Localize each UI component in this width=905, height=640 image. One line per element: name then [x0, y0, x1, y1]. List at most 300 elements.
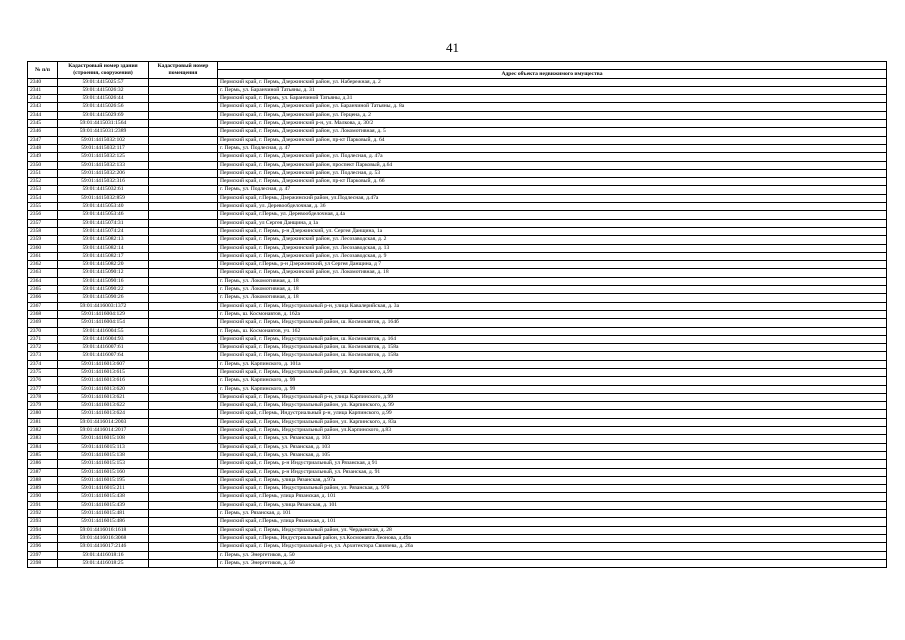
address-cell: Пермский край, г. Пермь, Дзержинский район, ул. Локомотивная, д. 5 [218, 128, 887, 136]
building-cadastral-number: 59:01:4415090:26 [58, 294, 149, 302]
row-number: 2372 [28, 344, 58, 352]
address-cell: Пермский край, г. Пермь, ул. Рязанская, д. 105 [218, 451, 887, 459]
address-cell: г. Пермь, ул. Энергетиков, д. 50 [218, 559, 887, 567]
building-cadastral-number: 59:01:4416014:2003 [58, 418, 149, 426]
room-cadastral-number [149, 203, 218, 211]
row-number: 2347 [28, 136, 58, 144]
room-cadastral-number [149, 252, 218, 260]
table-row [28, 451, 887, 459]
row-number: 2387 [28, 468, 58, 476]
header-building-cadastral: Кадастровый номер здания (строения, сооружения) [58, 62, 149, 79]
row-number: 2386 [28, 460, 58, 468]
address-cell: Пермский край, г. Пермь, Индустриальный район, ул.Карпинского, д.83 [218, 427, 887, 435]
row-number: 2395 [28, 534, 58, 542]
address-cell: Пермский край, г. Пермь, Индустриальный район, ш. Космонавтов, д. 164 [218, 335, 887, 343]
room-cadastral-number [149, 559, 218, 567]
address-cell: Пермский край, г.Пермь, р-н Дзержинский, ул Сергея Данщина, д 7 [218, 261, 887, 269]
table-row [28, 120, 887, 128]
table-row [28, 344, 887, 352]
building-cadastral-number: 59:01:4416015:439 [58, 501, 149, 509]
address-cell: Пермский край, г. Пермь, Дзержинский район, ул. Лесозаводская, д. 2 [218, 236, 887, 244]
building-cadastral-number: 59:01:4416004:55 [58, 327, 149, 335]
row-number: 2375 [28, 368, 58, 376]
room-cadastral-number [149, 136, 218, 144]
building-cadastral-number: 59:01:4415082:13 [58, 236, 149, 244]
table-row [28, 161, 887, 169]
room-cadastral-number [149, 186, 218, 194]
table-row [28, 319, 887, 327]
row-number: 2340 [28, 78, 58, 86]
header-address: Адрес объекта недвижимого имущества [218, 70, 887, 78]
building-cadastral-number: 59:01:4415053:46 [58, 211, 149, 219]
table-row [28, 327, 887, 335]
table-row [28, 352, 887, 360]
table-row [28, 86, 887, 94]
address-cell: г. Пермь, ул. Локомотивная, д. 18 [218, 286, 887, 294]
table-row [28, 385, 887, 393]
building-cadastral-number: 59:01:4415025:57 [58, 78, 149, 86]
address-cell: Пермский край, г. Пермь, Дзержинский район, ул. Герцена, д. 2 [218, 111, 887, 119]
address-cell: Пермский край, г.Пермь, Индустриальный р-н, улица Карпинского, д.99 [218, 410, 887, 418]
building-cadastral-number: 59:01:4415082:17 [58, 252, 149, 260]
row-number: 2374 [28, 360, 58, 368]
header-room-cadastral: Кадастровый номер помещения [149, 62, 218, 79]
building-cadastral-number: 59:01:4416015:438 [58, 493, 149, 501]
row-number: 2385 [28, 451, 58, 459]
building-cadastral-number: 59:01:4416003:1372 [58, 302, 149, 310]
room-cadastral-number [149, 501, 218, 509]
address-cell: Пермский край, г. Пермь, Индустриальный район, ул. Карпинского, д.99 [218, 368, 887, 376]
address-cell: Пермский край, г. Пермь, Индустриальный район, ул. Карпинского, д. 83а [218, 418, 887, 426]
room-cadastral-number [149, 128, 218, 136]
room-cadastral-number [149, 352, 218, 360]
address-cell: Пермский край, г. Пермь, Дзержинский р-н, ул. Малкова, д. 30/2 [218, 120, 887, 128]
address-cell: Пермский край, ул. Деревообделочная, д. 36 [218, 203, 887, 211]
building-cadastral-number: 59:01:4416004:129 [58, 310, 149, 318]
room-cadastral-number [149, 277, 218, 285]
address-cell: Пермский край, ул Сергея Данщина, д 1а [218, 219, 887, 227]
row-number: 2396 [28, 543, 58, 551]
building-cadastral-number: 59:01:4415053:40 [58, 203, 149, 211]
building-cadastral-number: 59:01:4415026:56 [58, 103, 149, 111]
address-cell: Пермский край, г. Пермь, Дзержинский район, ул. Баранчиной Татьяны, д. 8а [218, 103, 887, 111]
address-cell: г. Пермь, ул. Карпинского, д. 99 [218, 385, 887, 393]
address-cell: Пермский край, г.Пермь, Дзержинский район, ул.Подлесная, д.47а [218, 194, 887, 202]
table-row [28, 169, 887, 177]
row-number: 2373 [28, 352, 58, 360]
room-cadastral-number [149, 286, 218, 294]
room-cadastral-number [149, 261, 218, 269]
address-cell: г. Пермь, ул. Карпинского, д. 99 [218, 377, 887, 385]
table-body [28, 78, 887, 568]
address-cell: г. Пермь, ул. Карпинского, д. 101а [218, 360, 887, 368]
table-row [28, 203, 887, 211]
table-row [28, 410, 887, 418]
table-row [28, 559, 887, 567]
address-cell: Пермский край, г. Пермь, улица Рязанская, д. 101 [218, 501, 887, 509]
row-number: 2367 [28, 302, 58, 310]
table-row [28, 136, 887, 144]
row-number: 2388 [28, 476, 58, 484]
room-cadastral-number [149, 78, 218, 86]
table-row [28, 501, 887, 509]
address-cell: Пермский край, г. Пермь, р-н Индустриальный, ул. Рязанская, д. 91 [218, 468, 887, 476]
row-number: 2355 [28, 203, 58, 211]
building-cadastral-number: 59:01:4416007:64 [58, 352, 149, 360]
address-cell: г. Пермь, ш. Космонавтов, д. 162а [218, 310, 887, 318]
room-cadastral-number [149, 269, 218, 277]
row-number: 2353 [28, 186, 58, 194]
address-cell: Пермский край, г.Пермь, ул. Деревообделочная, д.4а [218, 211, 887, 219]
row-number: 2391 [28, 501, 58, 509]
address-cell: Пермский край, г. Пермь, улица Рязанская, д.97а [218, 476, 887, 484]
address-cell: Пермский край, г. Пермь, Дзержинский район, ул. Лесозаводская, д. 9 [218, 252, 887, 260]
room-cadastral-number [149, 327, 218, 335]
room-cadastral-number [149, 418, 218, 426]
table-row [28, 128, 887, 136]
row-number: 2389 [28, 485, 58, 493]
table-row [28, 302, 887, 310]
row-number: 2346 [28, 128, 58, 136]
address-cell: Пермский край, г. Пермь, Дзержинский район, ул. Подлесная, д. 47а [218, 153, 887, 161]
table-row [28, 368, 887, 376]
room-cadastral-number [149, 335, 218, 343]
room-cadastral-number [149, 476, 218, 484]
address-cell: Пермский край, г. Пермь, ул. Баранчиной Татьяны, д.31 [218, 95, 887, 103]
header-num: № п/п [28, 62, 58, 79]
address-cell: Пермский край, г. Пермь, Индустриальный р-н, улица Кавалерийская, д. 3а [218, 302, 887, 310]
row-number: 2349 [28, 153, 58, 161]
row-number: 2376 [28, 377, 58, 385]
address-cell: Пермский край, г. Пермь, Индустриальный р-н, улица Карпинского, д.99 [218, 393, 887, 401]
room-cadastral-number [149, 219, 218, 227]
table-row [28, 468, 887, 476]
room-cadastral-number [149, 103, 218, 111]
table-row [28, 227, 887, 235]
building-cadastral-number: 59:01:4416015:138 [58, 451, 149, 459]
room-cadastral-number [149, 169, 218, 177]
address-cell: Пермский край, г.Пермь, Индустриальный район, ул.Космонавта Леонова, д.49а [218, 534, 887, 542]
table-row [28, 178, 887, 186]
row-number: 2371 [28, 335, 58, 343]
row-number: 2350 [28, 161, 58, 169]
row-number: 2380 [28, 410, 58, 418]
building-cadastral-number: 59:01:4416013:615 [58, 368, 149, 376]
building-cadastral-number: 59:01:4415032:117 [58, 144, 149, 152]
table-row [28, 393, 887, 401]
address-cell: Пермский край, г. Пермь, Индустриальный район, ш. Космонавтов, д. 158а [218, 352, 887, 360]
table-row [28, 377, 887, 385]
building-cadastral-number: 59:01:4415032:206 [58, 169, 149, 177]
table-row [28, 510, 887, 518]
building-cadastral-number: 59:01:4415074:24 [58, 227, 149, 235]
building-cadastral-number: 59:01:4416015:211 [58, 485, 149, 493]
address-cell: Пермский край, г. Пермь, Дзержинский район, ул. Лесозаводская, д. 13 [218, 244, 887, 252]
table-row [28, 194, 887, 202]
row-number: 2360 [28, 244, 58, 252]
address-cell: г. Пермь, ш. Космонавтов, уч. 162 [218, 327, 887, 335]
address-cell: Пермский край, г. Пермь, Индустриальный район, ш. Космонавтов, д. 164б [218, 319, 887, 327]
row-number: 2383 [28, 435, 58, 443]
row-number: 2352 [28, 178, 58, 186]
building-cadastral-number: 59:01:4416004:154 [58, 319, 149, 327]
building-cadastral-number: 59:01:4416015:153 [58, 460, 149, 468]
address-cell: г. Пермь, ул. Подлесная, д. 47 [218, 186, 887, 194]
row-number: 2363 [28, 269, 58, 277]
room-cadastral-number [149, 86, 218, 94]
table-row [28, 534, 887, 542]
room-cadastral-number [149, 178, 218, 186]
room-cadastral-number [149, 368, 218, 376]
table-row [28, 269, 887, 277]
table-row [28, 443, 887, 451]
table-row [28, 526, 887, 534]
table-row [28, 286, 887, 294]
address-cell: Пермский край, г. Пермь, Индустриальный район, ш. Космонавтов, д. 158а [218, 344, 887, 352]
room-cadastral-number [149, 551, 218, 559]
room-cadastral-number [149, 227, 218, 235]
row-number: 2356 [28, 211, 58, 219]
building-cadastral-number: 59:01:4416017:2146 [58, 543, 149, 551]
room-cadastral-number [149, 435, 218, 443]
table-row [28, 310, 887, 318]
address-cell: Пермский край, г. Пермь, Дзержинский район, пр-кт Парковый, д. 64 [218, 136, 887, 144]
row-number: 2368 [28, 310, 58, 318]
room-cadastral-number [149, 194, 218, 202]
row-number: 2384 [28, 443, 58, 451]
row-number: 2341 [28, 86, 58, 94]
building-cadastral-number: 59:01:4416007:61 [58, 344, 149, 352]
building-cadastral-number: 59:01:4415074:31 [58, 219, 149, 227]
table-row [28, 427, 887, 435]
row-number: 2393 [28, 518, 58, 526]
address-cell: Пермский край, г. Пермь, Индустриальный р-н, ул. Архитектора Свиязева, д. 26а [218, 543, 887, 551]
row-number: 2345 [28, 120, 58, 128]
building-cadastral-number: 59:01:4416015:113 [58, 443, 149, 451]
building-cadastral-number: 59:01:4415032:102 [58, 136, 149, 144]
address-cell: Пермский край, г. Пермь, Индустриальный район, ул. Карпинского, д. 99 [218, 402, 887, 410]
address-cell: г. Пермь, ул. Локомотивная, д. 18 [218, 277, 887, 285]
table-row [28, 435, 887, 443]
address-cell: Пермский край, г. Пермь, ул. Рязанская, д. 103 [218, 435, 887, 443]
building-cadastral-number: 59:01:4415032:125 [58, 153, 149, 161]
table-row [28, 493, 887, 501]
address-cell: Пермский край, г. Пермь, Дзержинский район, проспект Парковый, д.64 [218, 161, 887, 169]
address-cell: Пермский край, г. Пермь, р-н Дзержинский, ул. Сергея Данщина, 1а [218, 227, 887, 235]
table-row [28, 211, 887, 219]
building-cadastral-number: 59:01:4415032:61 [58, 186, 149, 194]
address-cell: г. Пермь, ул. Рязанская, д. 101 [218, 510, 887, 518]
page-number: 41 [446, 40, 459, 55]
address-cell: Пермский край, г. Пермь, Индустриальный район, ул. Рязанская, д. 97б [218, 485, 887, 493]
row-number: 2365 [28, 286, 58, 294]
table-row [28, 219, 887, 227]
row-number: 2398 [28, 559, 58, 567]
table-row [28, 335, 887, 343]
table-row [28, 252, 887, 260]
building-cadastral-number: 59:01:4416015:195 [58, 476, 149, 484]
address-cell: Пермский край, г. Пермь, ул. Рязанская, д. 103 [218, 443, 887, 451]
row-number: 2379 [28, 402, 58, 410]
building-cadastral-number: 59:01:4416018:16 [58, 551, 149, 559]
row-number: 2397 [28, 551, 58, 559]
address-cell: г. Пермь, ул. Энергетиков, д. 50 [218, 551, 887, 559]
table-row [28, 294, 887, 302]
room-cadastral-number [149, 460, 218, 468]
address-cell: г. Пермь, ул. Локомотивная, д. 18 [218, 294, 887, 302]
table-row [28, 153, 887, 161]
building-cadastral-number: 59:01:4416013:607 [58, 360, 149, 368]
row-number: 2369 [28, 319, 58, 327]
building-cadastral-number: 59:01:4416016:3068 [58, 534, 149, 542]
building-cadastral-number: 59:01:4416014:2017 [58, 427, 149, 435]
room-cadastral-number [149, 493, 218, 501]
row-number: 2377 [28, 385, 58, 393]
row-number: 2344 [28, 111, 58, 119]
room-cadastral-number [149, 244, 218, 252]
building-cadastral-number: 59:01:4415082:20 [58, 261, 149, 269]
building-cadastral-number: 59:01:4415082:14 [58, 244, 149, 252]
building-cadastral-number: 59:01:4415026:44 [58, 95, 149, 103]
address-cell: Пермский край, г. Пермь, Дзержинский район, ул. Набережная, д. 2 [218, 78, 887, 86]
table-row [28, 518, 887, 526]
room-cadastral-number [149, 95, 218, 103]
row-number: 2361 [28, 252, 58, 260]
building-cadastral-number: 59:01:4415031:2389 [58, 128, 149, 136]
building-cadastral-number: 59:01:4415029:69 [58, 111, 149, 119]
row-number: 2394 [28, 526, 58, 534]
table-row [28, 95, 887, 103]
row-number: 2364 [28, 277, 58, 285]
room-cadastral-number [149, 344, 218, 352]
row-number: 2366 [28, 294, 58, 302]
table-row [28, 244, 887, 252]
table-row [28, 144, 887, 152]
row-number: 2342 [28, 95, 58, 103]
building-cadastral-number: 59:01:4416018:25 [58, 559, 149, 567]
room-cadastral-number [149, 385, 218, 393]
address-cell: г. Пермь, ул. Баранчиной Татьяны, д. 31 [218, 86, 887, 94]
room-cadastral-number [149, 111, 218, 119]
room-cadastral-number [149, 410, 218, 418]
table-row [28, 402, 887, 410]
room-cadastral-number [149, 393, 218, 401]
header-blank [218, 62, 887, 70]
building-cadastral-number: 59:01:4416013:624 [58, 410, 149, 418]
table-row [28, 418, 887, 426]
building-cadastral-number: 59:01:4415031:1564 [58, 120, 149, 128]
row-number: 2357 [28, 219, 58, 227]
room-cadastral-number [149, 310, 218, 318]
building-cadastral-number: 59:01:4416004:93 [58, 335, 149, 343]
building-cadastral-number: 59:01:4416013:620 [58, 385, 149, 393]
address-cell: Пермский край, г. Пермь, Дзержинский район, ул. Локомотивная, д. 18 [218, 269, 887, 277]
table-row [28, 485, 887, 493]
address-cell: Пермский край, г. Пермь, Дзержинский район, пр-кт Парковый, д. 66 [218, 178, 887, 186]
room-cadastral-number [149, 302, 218, 310]
room-cadastral-number [149, 468, 218, 476]
building-cadastral-number: 59:01:4415090:12 [58, 269, 149, 277]
building-cadastral-number: 59:01:4416016:1618 [58, 526, 149, 534]
room-cadastral-number [149, 161, 218, 169]
room-cadastral-number [149, 427, 218, 435]
building-cadastral-number: 59:01:4416015:160 [58, 468, 149, 476]
building-cadastral-number: 59:01:4415026:32 [58, 86, 149, 94]
row-number: 2370 [28, 327, 58, 335]
row-number: 2354 [28, 194, 58, 202]
building-cadastral-number: 59:01:4415090:22 [58, 286, 149, 294]
address-cell: Пермский край, г. Пермь, р-н Индустриальный, ул Рязанская, д 91 [218, 460, 887, 468]
row-number: 2348 [28, 144, 58, 152]
building-cadastral-number: 59:01:4416015:108 [58, 435, 149, 443]
building-cadastral-number: 59:01:4415032:316 [58, 178, 149, 186]
building-cadastral-number: 59:01:4415032:859 [58, 194, 149, 202]
table-row [28, 236, 887, 244]
room-cadastral-number [149, 319, 218, 327]
room-cadastral-number [149, 526, 218, 534]
table-row [28, 360, 887, 368]
table-row [28, 277, 887, 285]
room-cadastral-number [149, 518, 218, 526]
building-cadastral-number: 59:01:4416015:486 [58, 518, 149, 526]
row-number: 2378 [28, 393, 58, 401]
building-cadastral-number: 59:01:4415090:16 [58, 277, 149, 285]
room-cadastral-number [149, 485, 218, 493]
row-number: 2382 [28, 427, 58, 435]
building-cadastral-number: 59:01:4416015:481 [58, 510, 149, 518]
row-number: 2359 [28, 236, 58, 244]
table-row [28, 186, 887, 194]
room-cadastral-number [149, 377, 218, 385]
table-row [28, 78, 887, 86]
table-row [28, 111, 887, 119]
room-cadastral-number [149, 402, 218, 410]
table-row [28, 103, 887, 111]
address-cell: Пермский край, г.Пермь, улица Рязанская, д. 101 [218, 493, 887, 501]
row-number: 2351 [28, 169, 58, 177]
row-number: 2343 [28, 103, 58, 111]
address-cell: г. Пермь, ул. Подлесная, д. 47 [218, 144, 887, 152]
table-row [28, 476, 887, 484]
table-row [28, 551, 887, 559]
table-row [28, 543, 887, 551]
room-cadastral-number [149, 360, 218, 368]
address-cell: Пермский край, г. Пермь, Дзержинский район, ул. Подлесная, д. 53 [218, 169, 887, 177]
room-cadastral-number [149, 120, 218, 128]
property-register-table [27, 61, 887, 568]
room-cadastral-number [149, 443, 218, 451]
room-cadastral-number [149, 211, 218, 219]
room-cadastral-number [149, 144, 218, 152]
row-number: 2362 [28, 261, 58, 269]
building-cadastral-number: 59:01:4416013:616 [58, 377, 149, 385]
room-cadastral-number [149, 534, 218, 542]
table-row [28, 261, 887, 269]
building-cadastral-number: 59:01:4416013:621 [58, 393, 149, 401]
room-cadastral-number [149, 451, 218, 459]
address-cell: Пермский край, г. Пермь, Индустриальный район, ул. Чердынская, д. 28 [218, 526, 887, 534]
building-cadastral-number: 59:01:4415032:133 [58, 161, 149, 169]
row-number: 2390 [28, 493, 58, 501]
room-cadastral-number [149, 543, 218, 551]
address-cell: Пермский край, г.Пермь, улица Рязанская, д. 101 [218, 518, 887, 526]
room-cadastral-number [149, 294, 218, 302]
table-row [28, 460, 887, 468]
room-cadastral-number [149, 153, 218, 161]
row-number: 2392 [28, 510, 58, 518]
row-number: 2381 [28, 418, 58, 426]
building-cadastral-number: 59:01:4416013:622 [58, 402, 149, 410]
